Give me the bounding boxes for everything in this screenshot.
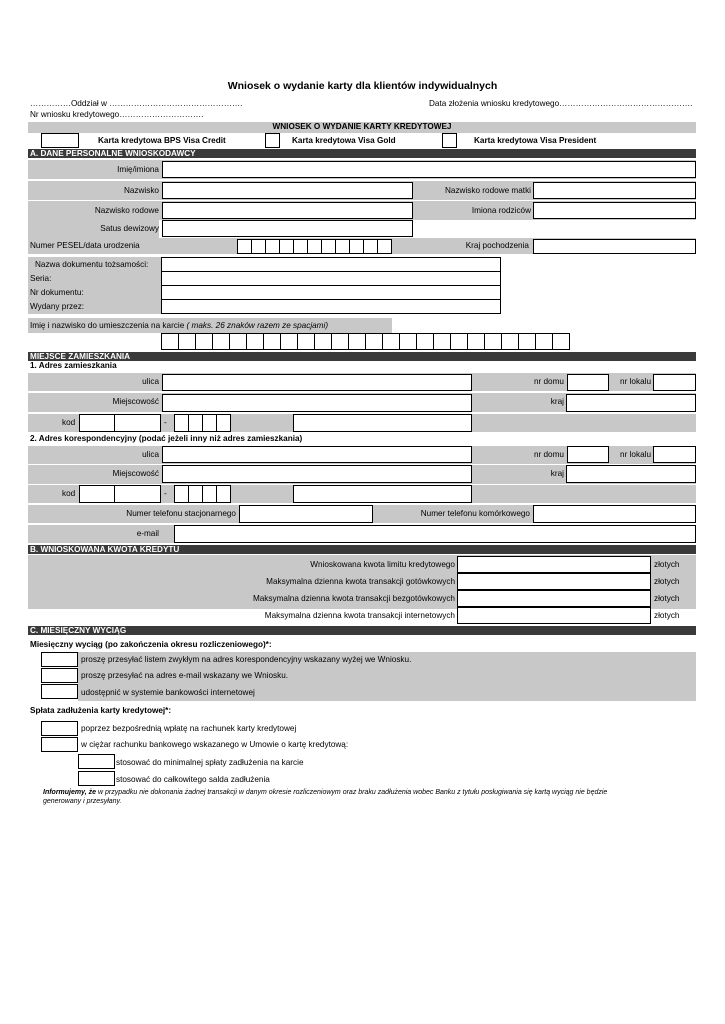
limit-input[interactable] [457, 556, 651, 573]
cashless-limit-input[interactable] [457, 590, 651, 607]
statement-online-label: udostępnić w systemie bankowości internetowej [81, 688, 255, 697]
series-label: Seria: [30, 274, 52, 283]
card-bps-visa-credit-checkbox[interactable] [41, 133, 79, 148]
repayment-minimum-checkbox[interactable] [78, 754, 115, 769]
country-1-input[interactable] [566, 394, 696, 412]
statement-letter-label: proszę przesyłać listem zwykłym na adres korespondencyjny wskazany wyżej we Wniosku. [81, 655, 412, 664]
country-2-input[interactable] [566, 465, 696, 483]
parents-names-label: Imiona rodziców [471, 206, 531, 215]
address1-heading: 1. Adres zamieszkania [30, 361, 117, 370]
section-c-heading: C. MIESIĘCZNY WYCIĄG [28, 626, 696, 635]
house-no-1-label: nr domu [533, 377, 564, 386]
flat-no-1-input[interactable] [653, 374, 696, 391]
card-name-label-text: Imię i nazwisko do umieszczenia na karcie [30, 321, 185, 330]
repayment-full-label: stosować do całkowitego salda zadłużenia [116, 775, 270, 784]
house-no-1-input[interactable] [567, 374, 609, 391]
email-input[interactable] [174, 525, 696, 543]
landline-input[interactable] [239, 505, 373, 523]
issued-by-label: Wydany przez: [30, 302, 85, 311]
card-visa-president-checkbox[interactable] [442, 133, 457, 148]
country-origin-input[interactable] [533, 239, 696, 254]
page-title: Wniosek o wydanie karty dla klientów indywidualnych [227, 80, 498, 92]
postcode-2-dash: - [164, 489, 167, 498]
card-visa-gold-label: Karta kredytowa Visa Gold [292, 136, 396, 145]
pesel-input[interactable] [237, 239, 392, 254]
card-bps-visa-credit-label: Karta kredytowa BPS Visa Credit [98, 136, 226, 145]
country-1-label: kraj [550, 397, 564, 406]
residency-label: Satus dewizowy [100, 224, 159, 233]
repayment-minimum-label: stosować do minimalnej spłaty zadłużenia na karcie [116, 758, 304, 767]
statement-heading: Miesięczny wyciąg (po zakończenia okresu rozliczeniowego)*: [30, 640, 272, 649]
street-1-label: ulica [142, 377, 159, 386]
repayment-heading: Spłata zadłużenia karty kredytowej*: [30, 706, 172, 715]
street-2-input[interactable] [162, 446, 472, 463]
limit-currency: złotych [654, 560, 680, 569]
surname-label: Nazwisko [123, 186, 159, 195]
cash-limit-input[interactable] [457, 573, 651, 590]
limit-label: Wnioskowana kwota limitu kredytowego [310, 560, 455, 569]
issued-by-input[interactable] [161, 299, 501, 314]
branch-line: ……………Oddział w …………………………………………. [30, 99, 243, 108]
city-2-input[interactable] [162, 465, 472, 483]
postcode-2-town-input[interactable] [293, 485, 472, 503]
id-doc-name-label: Nazwa dokumentu tożsamości: [35, 260, 149, 269]
mother-maiden-label: Nazwisko rodowe matki [445, 186, 531, 195]
pesel-label: Numer PESEL/data urodzenia [30, 241, 140, 250]
card-name-input[interactable] [161, 333, 570, 350]
flat-no-2-input[interactable] [653, 446, 696, 463]
statement-online-checkbox[interactable] [41, 684, 78, 699]
card-name-note: ( maks. 26 znaków razem ze spacjami) [186, 321, 329, 330]
country-2-label: kraj [550, 469, 564, 478]
parents-names-input[interactable] [533, 202, 696, 219]
repayment-direct-checkbox[interactable] [41, 721, 78, 736]
postcode-1-label: kod [62, 418, 76, 427]
flat-no-1-label: nr lokalu [620, 377, 651, 386]
city-1-label: Miejscowość [112, 397, 159, 406]
id-doc-name-input[interactable] [161, 257, 501, 272]
card-visa-gold-checkbox[interactable] [265, 133, 280, 148]
cashless-limit-label: Maksymalna dzienna kwota transakcji bezgotówkowych [252, 594, 455, 603]
cashless-limit-currency: złotych [654, 594, 680, 603]
section-a-heading: A. DANE PERSONALNE WNIOSKODAWCY [28, 149, 696, 158]
information-note-bold: Informujemy, że [43, 789, 97, 796]
family-name-input[interactable] [162, 202, 413, 219]
mobile-input[interactable] [533, 505, 696, 523]
country-origin-label: Kraj pochodzenia [465, 241, 529, 250]
series-input[interactable] [161, 271, 501, 286]
repayment-account-checkbox[interactable] [41, 737, 78, 752]
street-2-label: ulica [142, 450, 159, 459]
card-visa-president-label: Karta kredytowa Visa President [474, 136, 597, 145]
statement-letter-checkbox[interactable] [41, 652, 78, 667]
postcode-1-part2-input[interactable] [174, 414, 231, 432]
postcode-2-part1-input[interactable] [79, 485, 161, 503]
first-names-input[interactable] [162, 161, 696, 178]
city-1-input[interactable] [162, 394, 472, 412]
street-1-input[interactable] [162, 374, 472, 391]
internet-limit-currency: złotych [654, 611, 680, 620]
card-type-heading: WNIOSEK O WYDANIE KARTY KREDYTOWEJ [272, 122, 452, 131]
postcode-2-part2-input[interactable] [174, 485, 231, 503]
doc-number-input[interactable] [161, 285, 501, 300]
doc-number-label: Nr dokumentu: [30, 288, 84, 297]
house-no-2-label: nr domu [533, 450, 564, 459]
first-names-label: Imię/imiona [117, 165, 159, 174]
postcode-1-town-input[interactable] [293, 414, 472, 432]
application-number-line: Nr wniosku kredytowego…………………………. [30, 110, 204, 119]
statement-email-label: proszę przesyłać na adres e-mail wskazany we Wniosku. [81, 671, 289, 680]
family-name-label: Nazwisko rodowe [94, 206, 159, 215]
repayment-full-checkbox[interactable] [78, 771, 115, 786]
internet-limit-label: Maksymalna dzienna kwota transakcji internetowych [264, 611, 455, 620]
postcode-2-label: kod [62, 489, 76, 498]
landline-label: Numer telefonu stacjonarnego [126, 509, 236, 518]
city-2-label: Miejscowość [112, 469, 159, 478]
residence-heading: MIEJSCE ZAMIESZKANIA [28, 352, 696, 361]
information-note-line1: w przypadku nie dokonania żadnej transakcji w danym okresie rozliczeniowym oraz braku zadłużenia wobec Banku z tytułu posługiwania się kartą wyciąg nie będzie [97, 789, 608, 796]
repayment-direct-label: poprzez bezpośrednią wpłatę na rachunek karty kredytowej [81, 724, 297, 733]
surname-input[interactable] [162, 182, 413, 199]
residency-input[interactable] [162, 220, 413, 237]
information-note-line2: generowany i przesyłany. [43, 798, 122, 805]
email-label: e-mail [136, 529, 159, 538]
postcode-1-dash: - [164, 418, 167, 427]
date-line: Data złożenia wniosku kredytowego…………………………………………. [429, 99, 693, 108]
information-note [43, 788, 607, 797]
address2-heading: 2. Adres korespondencyjny (podać jeżeli inny niż adres zamieszkania) [30, 434, 303, 443]
internet-limit-input[interactable] [457, 607, 651, 624]
mobile-label: Numer telefonu komórkowego [420, 509, 530, 518]
house-no-2-input[interactable] [567, 446, 609, 463]
mother-maiden-input[interactable] [533, 182, 696, 199]
statement-email-checkbox[interactable] [41, 668, 78, 683]
cash-limit-label: Maksymalna dzienna kwota transakcji gotówkowych [266, 577, 455, 586]
flat-no-2-label: nr lokalu [620, 450, 651, 459]
postcode-1-part1-input[interactable] [79, 414, 161, 432]
section-b-heading: B. WNIOSKOWANA KWOTA KREDYTU [28, 545, 696, 554]
repayment-account-label: w ciężar rachunku bankowego wskazanego w Umowie o kartę kredytową: [81, 740, 349, 749]
card-name-label [30, 321, 328, 331]
cash-limit-currency: złotych [654, 577, 680, 586]
